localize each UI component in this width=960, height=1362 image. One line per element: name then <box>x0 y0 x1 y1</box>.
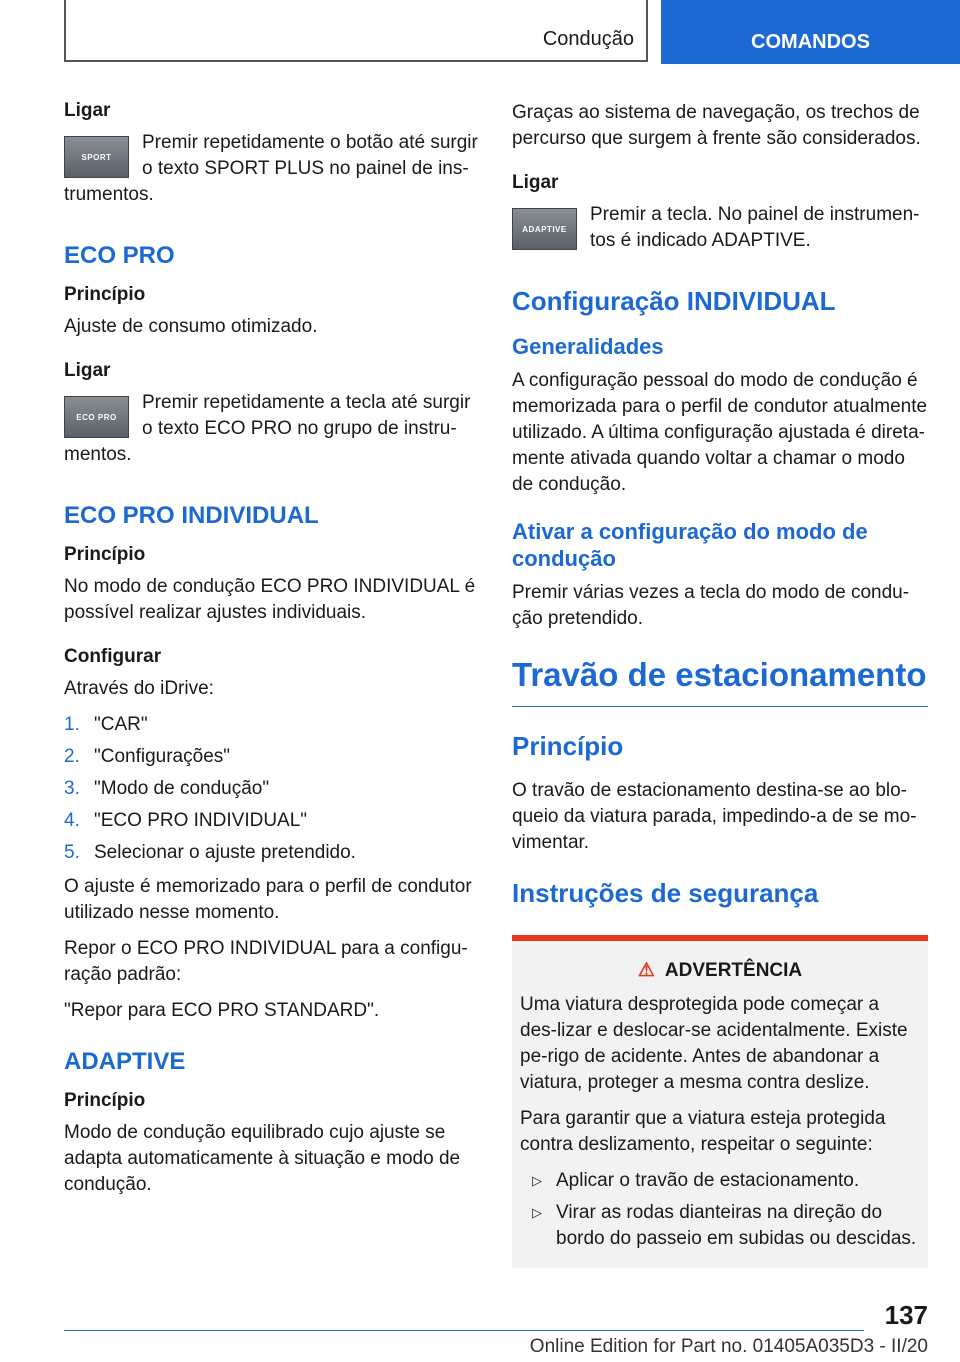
list-item: 5. Selecionar o ajuste pretendido. <box>64 842 356 863</box>
list-item: ▷ Virar as rodas dianteiras na direção do bordo do passeio em subidas ou descidas. <box>532 1202 917 1249</box>
header-chapter: COMANDOS <box>661 0 960 64</box>
sport-text: Premir repetidamente o botão até surgir o texto SPORT PLUS no painel de ins-trumentos. <box>64 132 478 205</box>
heading-principio: Princípio <box>64 284 146 305</box>
warning-p1: Uma viatura desprotegida pode começar a des-lizar e deslocar-se acidentalmente. Existe pe-rigo de acidente. Antes de abandonar a viatura, proteger a mesma contra deslize. <box>520 994 908 1093</box>
warning-p2: Para garantir que a viatura esteja protegida contra deslizamento, respeitar o seguinte: <box>520 1108 886 1155</box>
list-item: 3. "Modo de condução" <box>64 778 270 799</box>
principio-text: O travão de estacionamento destina-se ao blo-queio da viatura parada, impedindo-a de se mo-vimentar. <box>512 780 917 853</box>
heading-configurar: Configurar <box>64 646 162 667</box>
ativar-text: Premir várias vezes a tecla do modo de condu-ção pretendido. <box>512 582 910 629</box>
gracas-text: Graças ao sistema de navegação, os trechos de percurso que surgem à frente são considerados. <box>512 102 921 149</box>
eco-pro-button-image: ECO PRO <box>64 396 129 438</box>
arrow-right-icon: ▷ <box>532 1205 542 1220</box>
repor-command: "Repor para ECO PRO STANDARD". <box>64 1000 380 1021</box>
warning-list <box>520 1168 920 1252</box>
memo-text: O ajuste é memorizado para o perfil de condutor utilizado nesse momento. <box>64 876 472 923</box>
warning-title-row <box>520 959 920 982</box>
warning-triangle-icon: ⚠ <box>637 960 655 981</box>
adaptive-desc: Modo de condução equilibrado cujo ajuste se adapta automaticamente à situação e modo de condução. <box>64 1122 461 1195</box>
eco-ind-desc: No modo de condução ECO PRO INDIVIDUAL é possível realizar ajustes individuais. <box>64 576 476 623</box>
list-item: 4. "ECO PRO INDIVIDUAL" <box>64 810 308 831</box>
atraves-text: Através do iDrive: <box>64 678 214 699</box>
sport-row <box>64 130 479 218</box>
heading-ligar-3: Ligar <box>512 172 559 193</box>
generalidades-text: A configuração pessoal do modo de condução é memorizada para o perfil de condutor atualmente utilizado. A última configuração ajustada é direta-mente ativada quando voltar a chamar o modo de condução. <box>512 370 928 495</box>
heading-travao: Travão de estacionamento <box>512 656 928 707</box>
footer-divider <box>64 1330 864 1331</box>
heading-ativar: Ativar a configuração do modo de condução <box>512 519 868 571</box>
list-item: ▷ Aplicar o travão de estacionamento. <box>520 1168 920 1194</box>
list-item: 1. "CAR" <box>64 714 148 735</box>
heading-principio-2: Princípio <box>64 544 146 565</box>
arrow-right-icon: ▷ <box>532 1173 542 1188</box>
heading-generalidades: Generalidades <box>512 334 664 359</box>
header-section-box <box>64 0 648 62</box>
page-number: 137 <box>884 1300 928 1330</box>
edition-text: Online Edition for Part no. 01405A035D3 - II/20 <box>529 1336 928 1357</box>
steps-list <box>64 712 479 866</box>
heading-principio-4: Princípio <box>512 731 624 761</box>
heading-adaptive: ADAPTIVE <box>64 1048 186 1075</box>
heading-principio-3: Princípio <box>64 1090 146 1111</box>
adaptive-text: Premir a tecla. No painel de instrumen-tos é indicado ADAPTIVE. <box>590 204 920 251</box>
repor-text: Repor o ECO PRO INDIVIDUAL para a configu-ração padrão: <box>64 938 468 985</box>
heading-config-individual: Configuração INDIVIDUAL <box>512 286 836 316</box>
adaptive-row <box>512 202 928 264</box>
eco-pro-desc: Ajuste de consumo otimizado. <box>64 316 318 337</box>
warning-box <box>512 935 928 1268</box>
heading-instrucoes: Instruções de segurança <box>512 878 819 908</box>
eco-text: Premir repetidamente a tecla até surgir o texto ECO PRO no grupo de instru-mentos. <box>64 392 471 465</box>
left-column <box>64 100 479 1208</box>
adaptive-button-image: ADAPTIVE <box>512 208 577 250</box>
eco-row <box>64 390 479 478</box>
warning-title: ADVERTÊNCIA <box>664 960 803 981</box>
sport-button-image: SPORT <box>64 136 129 178</box>
header-section: Condução <box>542 28 634 50</box>
heading-ligar: Ligar <box>64 100 111 121</box>
heading-ligar-2: Ligar <box>64 360 111 381</box>
right-column <box>512 100 928 1268</box>
heading-eco-pro: ECO PRO <box>64 242 175 269</box>
heading-eco-pro-individual: ECO PRO INDIVIDUAL <box>64 502 319 529</box>
list-item: 2. "Configurações" <box>64 746 231 767</box>
